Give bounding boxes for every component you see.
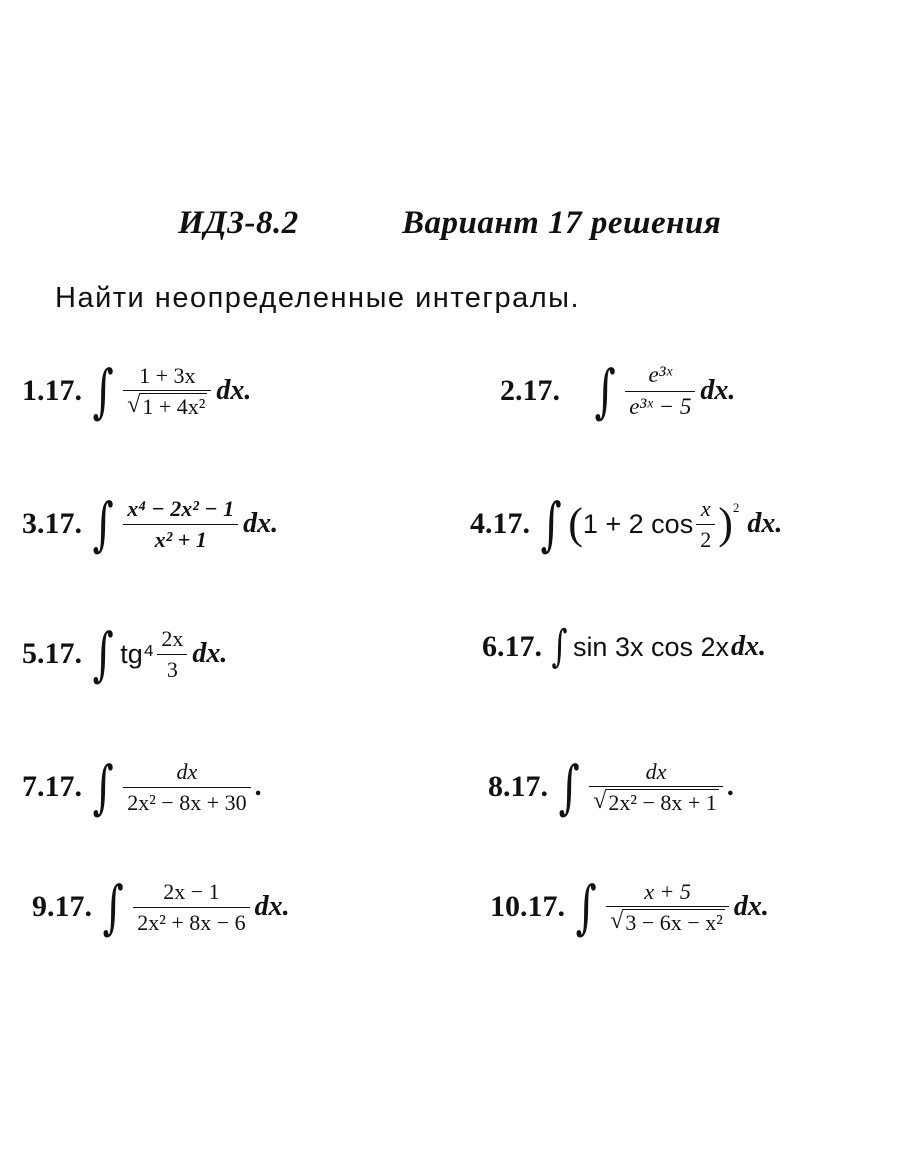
problem-9 bbox=[32, 873, 290, 941]
denominator-root bbox=[123, 393, 211, 419]
exponent: 2 bbox=[732, 500, 740, 516]
denominator: 2x² − 8x + 30 bbox=[127, 789, 247, 815]
numerator: e³ˣ bbox=[648, 362, 673, 388]
problem-number: 1.17. bbox=[22, 374, 82, 407]
radicand: 2x² − 8x + 1 bbox=[608, 790, 717, 815]
numerator: x⁴ − 2x² − 1 bbox=[127, 496, 235, 522]
fraction bbox=[606, 879, 729, 936]
function-name: tg⁴ bbox=[120, 638, 155, 669]
integral-symbol: ∫ bbox=[92, 620, 114, 688]
radicand: 1 + 4x² bbox=[142, 394, 206, 419]
fraction bbox=[696, 496, 715, 552]
integral-symbol: ∫ bbox=[102, 873, 124, 941]
trailing-period: . bbox=[255, 771, 263, 802]
integral-symbol: ∫ bbox=[558, 753, 580, 821]
denominator: 2x² + 8x − 6 bbox=[137, 909, 246, 935]
denominator: x² + 1 bbox=[154, 526, 207, 552]
integral-symbol: ∫ bbox=[92, 357, 114, 425]
differential: dx. bbox=[216, 375, 252, 406]
sqrt-symbol: √ bbox=[610, 908, 624, 934]
problem-4: 4.17. ∫ ( 1 + 2 cos $\frac{x}{2}$ ) 2 dx. bbox=[470, 490, 783, 558]
denominator: 3 bbox=[166, 656, 178, 682]
fraction bbox=[625, 362, 695, 420]
denominator-root bbox=[589, 789, 723, 815]
numerator: 2x bbox=[161, 626, 184, 652]
problem-5 bbox=[22, 620, 228, 688]
radicand: 3 − 6x − x² bbox=[625, 910, 723, 935]
problem-number: 6.17. bbox=[482, 630, 542, 663]
differential: dx. bbox=[733, 891, 769, 922]
trailing-period: . bbox=[727, 771, 735, 802]
problem-number: 9.17. bbox=[32, 890, 92, 923]
problem-number: 8.17. bbox=[488, 770, 548, 803]
problem-number: 4.17. bbox=[470, 507, 530, 540]
problem-number: 3.17. bbox=[22, 507, 82, 540]
integral-symbol: ∫ bbox=[575, 873, 597, 941]
differential: dx. bbox=[192, 638, 228, 669]
differential: dx. bbox=[254, 891, 290, 922]
differential: dx. bbox=[747, 508, 783, 539]
numerator: 2x − 1 bbox=[163, 879, 220, 905]
denominator: 2 bbox=[700, 526, 712, 552]
numerator: dx bbox=[176, 759, 198, 785]
problem-10 bbox=[490, 873, 769, 941]
integral-symbol: ∫ bbox=[594, 357, 616, 425]
fraction bbox=[123, 496, 238, 552]
integrand-part: 1 + 2 cos bbox=[582, 508, 694, 539]
integral-symbol: ∫ bbox=[540, 490, 562, 558]
denominator-root bbox=[606, 909, 729, 935]
problem-1 bbox=[22, 357, 252, 425]
integrand: sin 3x cos 2x bbox=[572, 631, 730, 662]
problem-2 bbox=[500, 357, 736, 425]
numerator: x bbox=[700, 496, 711, 522]
fraction bbox=[123, 759, 250, 815]
problem-8 bbox=[488, 753, 735, 821]
problem-number: 5.17. bbox=[22, 637, 82, 670]
integral-symbol: ∫ bbox=[92, 490, 114, 558]
instruction-text: Найти неопределенные интегралы. bbox=[55, 282, 581, 314]
numerator: dx bbox=[645, 758, 667, 784]
differential: dx. bbox=[700, 375, 736, 406]
problem-3 bbox=[22, 490, 279, 558]
integral-symbol: ∫ bbox=[92, 753, 114, 821]
fraction bbox=[123, 363, 211, 420]
differential: dx. bbox=[731, 631, 767, 662]
problem-number: 7.17. bbox=[22, 770, 82, 803]
problem-6 bbox=[482, 621, 767, 672]
fraction bbox=[157, 626, 187, 682]
differential: dx. bbox=[243, 508, 279, 539]
numerator: x + 5 bbox=[644, 878, 691, 904]
numerator: 1 + 3x bbox=[139, 362, 196, 388]
fraction bbox=[589, 759, 723, 816]
sqrt-symbol: √ bbox=[593, 788, 607, 814]
variant-title: Вариант 17 решения bbox=[402, 205, 722, 241]
denominator: e³ˣ − 5 bbox=[629, 393, 692, 419]
problem-number: 10.17. bbox=[490, 890, 565, 923]
integral-symbol: ∫ bbox=[551, 621, 568, 672]
sqrt-symbol: √ bbox=[127, 392, 141, 418]
problem-number: 2.17. bbox=[500, 374, 560, 407]
fraction bbox=[133, 879, 249, 935]
problem-7 bbox=[22, 753, 263, 821]
assignment-code: ИДЗ-8.2 bbox=[178, 205, 299, 241]
